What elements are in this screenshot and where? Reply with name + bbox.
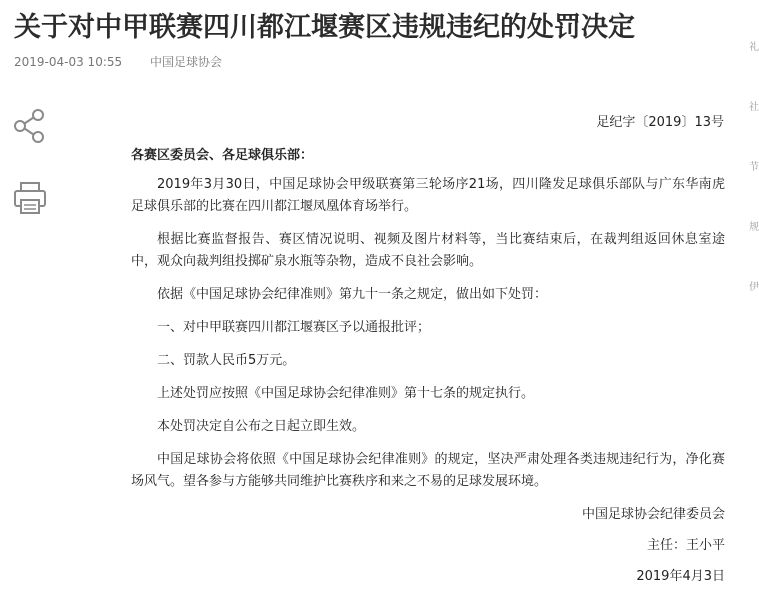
paragraph: 一、对中甲联赛四川都江堰赛区予以通报批评；	[157, 320, 431, 335]
clipped-char: 礼	[749, 42, 759, 53]
clipped-char: 社	[749, 102, 759, 113]
signature-org: 中国足球协会纪律委员会	[581, 507, 725, 522]
article-title: 关于对中甲联赛四川都江堰赛区违规违纪的处罚决定	[14, 12, 635, 43]
paragraph: 2019年3月30日，中国足球协会甲级联赛第三轮场序21场，四川隆发足球俱乐部队与广东华南虎足球俱乐部的比赛在四川都江堰凤凰体育场举行。	[131, 177, 725, 214]
paragraph: 本处罚决定自公布之日起立即生效。	[157, 419, 366, 434]
paragraph: 中国足球协会将依照《中国足球协会纪律准则》的规定，坚决严肃处理各类违规违纪行为，净化赛场风气。望各参与方能够共同维护比赛秩序和来之不易的足球发展环境。	[131, 452, 725, 489]
share-button[interactable]	[12, 108, 48, 144]
clipped-char: 伊	[749, 282, 759, 293]
share-icon	[12, 108, 48, 144]
publish-date: 2019-04-03 10:55	[14, 55, 123, 69]
paragraph: 二、罚款人民币5万元。	[157, 353, 296, 368]
article-source[interactable]: 中国足球协会	[149, 55, 222, 69]
side-toolbar	[12, 108, 52, 252]
salutation: 各赛区委员会、各足球俱乐部：	[131, 148, 314, 163]
paragraph: 依据《中国足球协会纪律准则》第九十一条之规定，做出如下处罚：	[157, 287, 548, 302]
print-button[interactable]	[12, 180, 48, 216]
paragraph: 上述处罚应按照《中国足球协会纪律准则》第十七条的规定执行。	[157, 386, 535, 401]
printer-icon	[12, 180, 48, 216]
signature-date: 2019年4月3日	[636, 569, 725, 584]
article-meta	[14, 54, 222, 70]
clipped-char: 节	[749, 162, 759, 173]
clipped-sidebar-text	[749, 40, 757, 340]
clipped-char: 规	[749, 222, 759, 233]
document-number: 足纪字〔2019〕13号	[596, 115, 724, 130]
signature-person: 主任：王小平	[646, 538, 725, 553]
document-body	[131, 145, 725, 599]
paragraph: 根据比赛监督报告、赛区情况说明、视频及图片材料等，当比赛结束后，在裁判组返回休息室途中，观众向裁判组投掷矿泉水瓶等杂物，造成不良社会影响。	[131, 232, 725, 269]
